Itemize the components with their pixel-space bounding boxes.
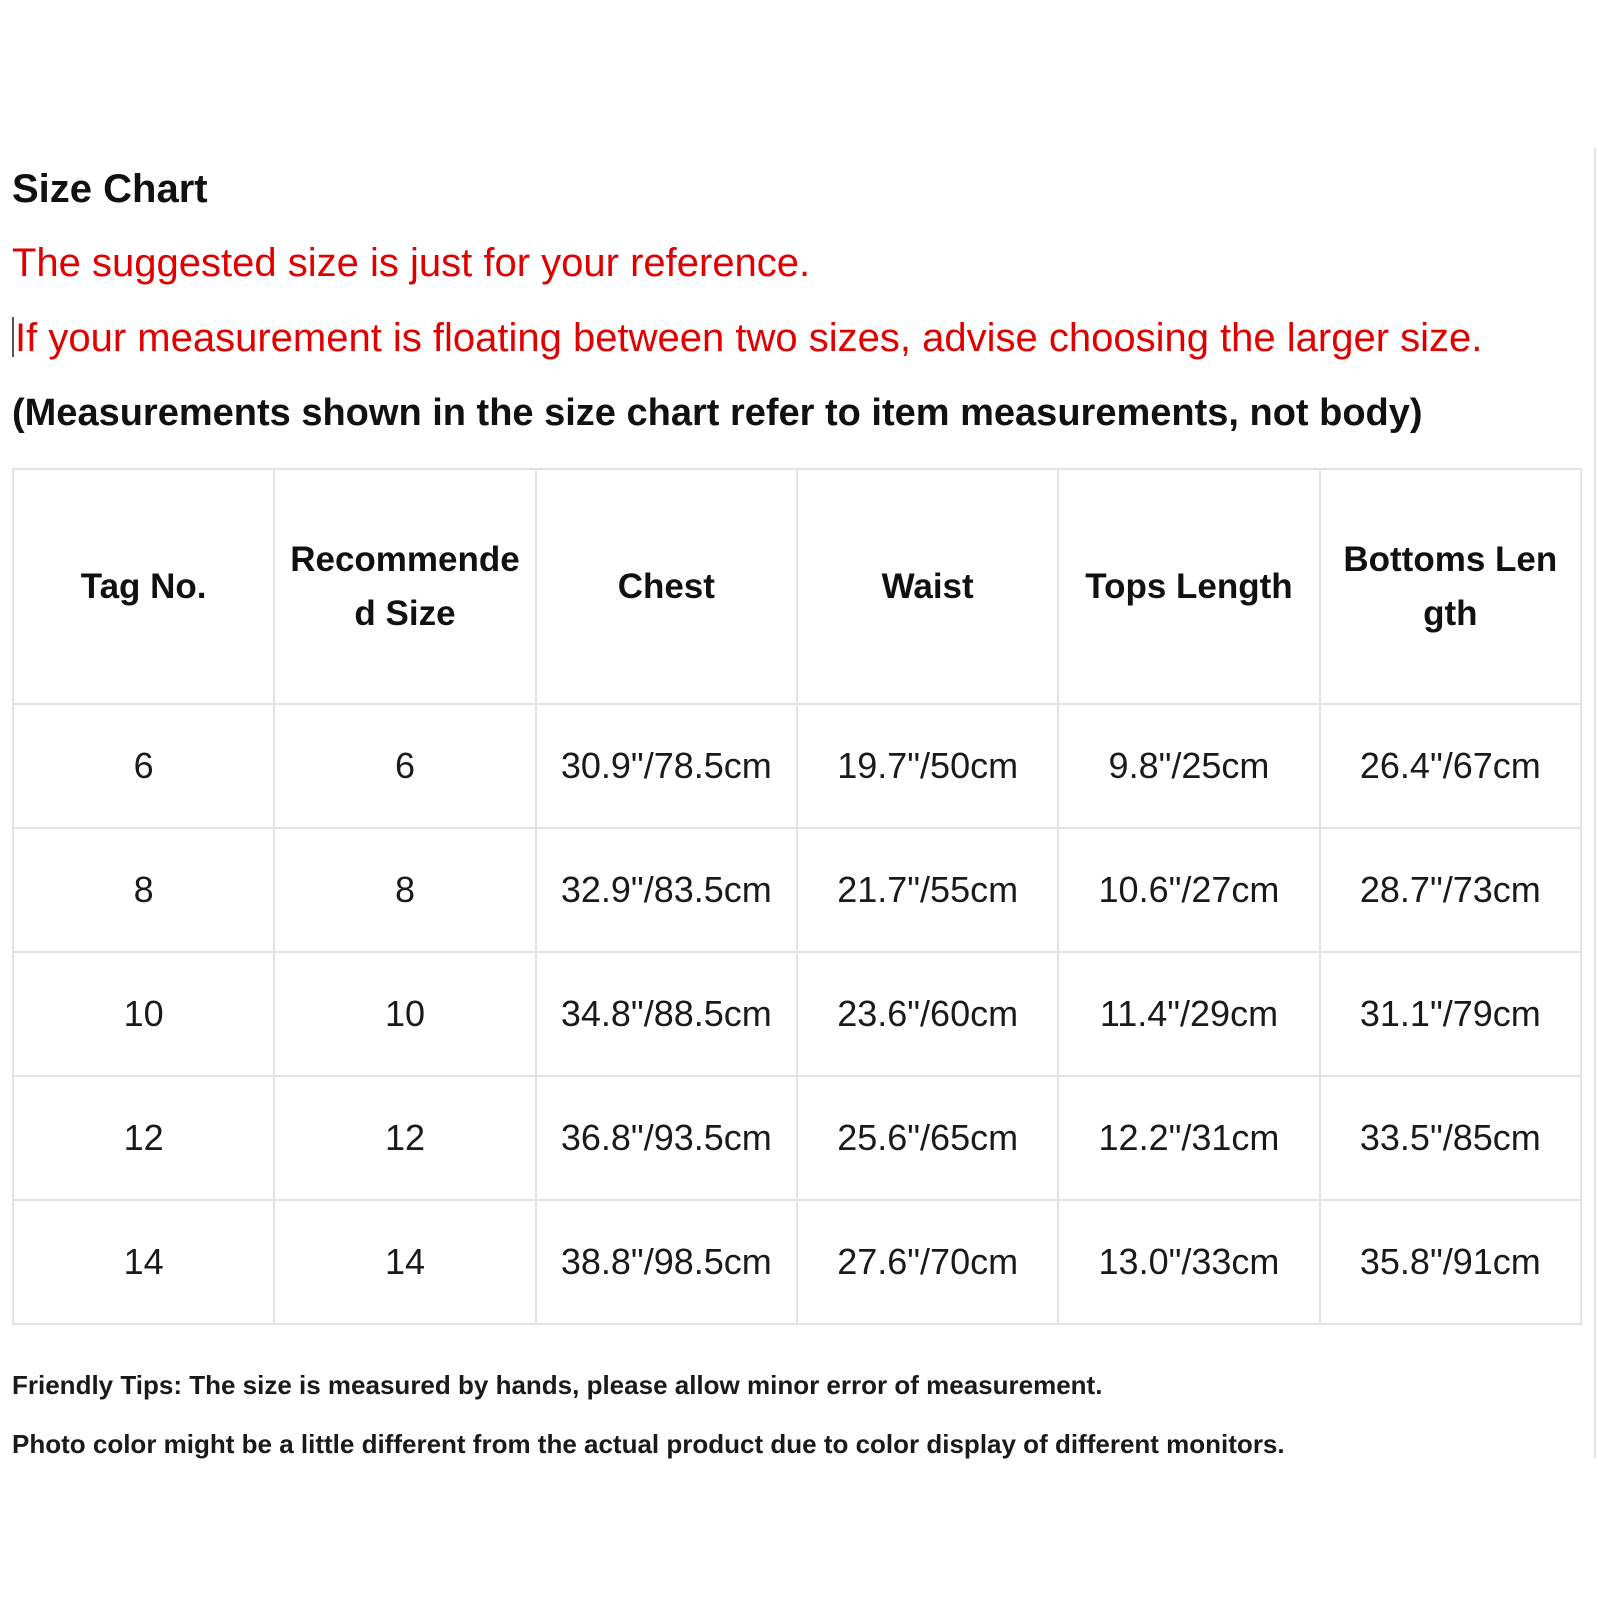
larger-size-advice-text: If your measurement is floating between two sizes, advise choosing the larger size.: [15, 316, 1483, 360]
size-table: [12, 468, 1582, 1325]
cell-tag-no: 10: [13, 952, 274, 1076]
cell-tag-no: 6: [13, 704, 274, 828]
cell-tag-no: 8: [13, 828, 274, 952]
header-text: Recommende: [290, 539, 520, 579]
size-table-head: [13, 469, 1581, 704]
cell-bottoms-length: 35.8"/91cm: [1320, 1200, 1581, 1324]
reference-notice: The suggested size is just for your reference.: [12, 241, 811, 285]
header-tag-no: [13, 469, 274, 704]
cell-waist: 25.6"/65cm: [797, 1076, 1058, 1200]
cell-bottoms-length: 33.5"/85cm: [1320, 1076, 1581, 1200]
cell-recommended-size: 10: [274, 952, 535, 1076]
cell-waist: 19.7"/50cm: [797, 704, 1058, 828]
page-right-border: [1594, 148, 1596, 1458]
header-bottoms-length: [1320, 469, 1581, 704]
table-row: [13, 828, 1581, 952]
cell-bottoms-length: 28.7"/73cm: [1320, 828, 1581, 952]
cell-tops-length: 13.0"/33cm: [1058, 1200, 1319, 1324]
header-chest: [536, 469, 797, 704]
cell-tag-no: 14: [13, 1200, 274, 1324]
cell-bottoms-length: 26.4"/67cm: [1320, 704, 1581, 828]
cell-tops-length: 10.6"/27cm: [1058, 828, 1319, 952]
cell-recommended-size: 6: [274, 704, 535, 828]
cell-tops-length: 12.2"/31cm: [1058, 1076, 1319, 1200]
header-tops-length: [1058, 469, 1319, 704]
cell-tops-length: 9.8"/25cm: [1058, 704, 1319, 828]
larger-size-advice: [12, 315, 1482, 361]
header-text: d Size: [354, 593, 456, 633]
cell-chest: 34.8"/88.5cm: [536, 952, 797, 1076]
text-cursor: [12, 317, 14, 357]
cell-waist: 21.7"/55cm: [797, 828, 1058, 952]
cell-chest: 32.9"/83.5cm: [536, 828, 797, 952]
cell-chest: 36.8"/93.5cm: [536, 1076, 797, 1200]
cell-recommended-size: 14: [274, 1200, 535, 1324]
header-text: Waist: [881, 566, 974, 606]
header-text: Bottoms Len: [1343, 539, 1558, 579]
header-text: Tag No.: [80, 566, 207, 606]
header-row: [13, 469, 1581, 704]
cell-waist: 23.6"/60cm: [797, 952, 1058, 1076]
table-row: [13, 952, 1581, 1076]
table-row: [13, 1200, 1581, 1324]
header-text: gth: [1423, 593, 1478, 633]
table-row: [13, 1076, 1581, 1200]
size-table-body: [13, 704, 1581, 1324]
header-recommended-size: [274, 469, 535, 704]
cell-waist: 27.6"/70cm: [797, 1200, 1058, 1324]
table-row: [13, 704, 1581, 828]
cell-bottoms-length: 31.1"/79cm: [1320, 952, 1581, 1076]
friendly-tip: Friendly Tips: The size is measured by hands, please allow minor error of measurement.: [12, 1370, 1103, 1400]
header-text: Tops Length: [1085, 566, 1293, 606]
cell-tag-no: 12: [13, 1076, 274, 1200]
measurement-note: (Measurements shown in the size chart refer to item measurements, not body): [12, 392, 1423, 434]
cell-recommended-size: 12: [274, 1076, 535, 1200]
photo-color-tip: Photo color might be a little different from the actual product due to color display of different monitors.: [12, 1429, 1285, 1459]
cell-chest: 30.9"/78.5cm: [536, 704, 797, 828]
cell-chest: 38.8"/98.5cm: [536, 1200, 797, 1324]
cell-recommended-size: 8: [274, 828, 535, 952]
page-title: Size Chart: [12, 167, 208, 211]
header-waist: [797, 469, 1058, 704]
header-text: Chest: [617, 566, 715, 606]
cell-tops-length: 11.4"/29cm: [1058, 952, 1319, 1076]
